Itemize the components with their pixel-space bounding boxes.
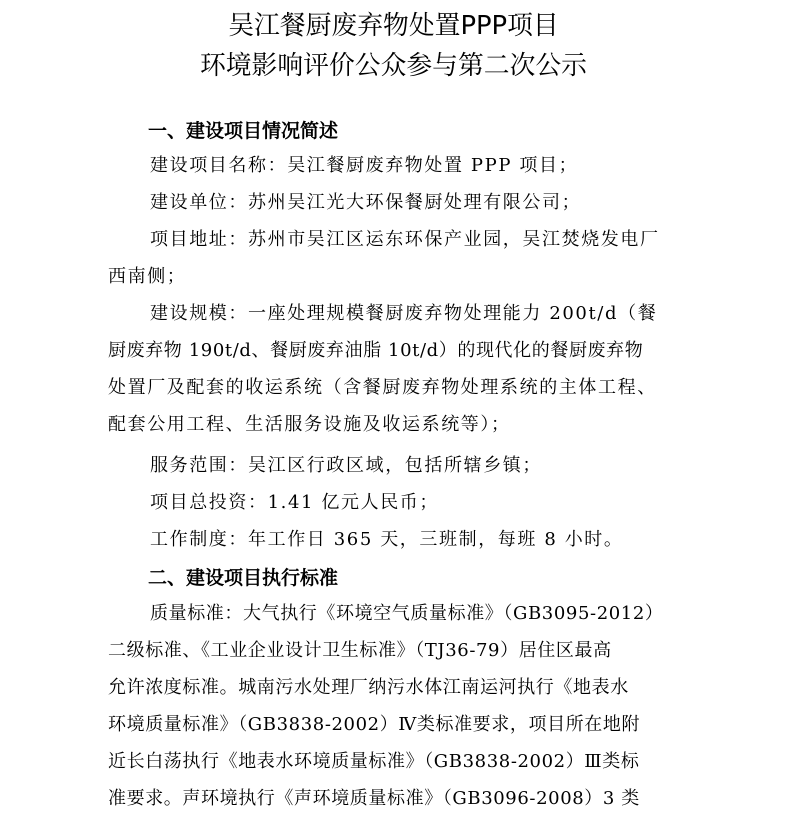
paragraph-quality-cont-2: 允许浓度标准。城南污水处理厂纳污水体江南运河执行《地表水 [108, 677, 629, 698]
paragraph-address: 项目地址：苏州市吴江区运东环保产业园，吴江焚烧发电厂 [150, 229, 660, 250]
paragraph-developer: 建设单位：苏州吴江光大环保餐厨处理有限公司； [150, 192, 582, 213]
section-heading-1: 一、建设项目情况简述 [148, 120, 339, 142]
paragraph-investment: 项目总投资：1.41 亿元人民币； [150, 492, 439, 513]
document-title-line-1: 吴江餐厨废弃物处置PPP项目 [228, 11, 559, 41]
section-heading-2: 二、建设项目执行标准 [148, 567, 339, 589]
document-title-line-2: 环境影响评价公众参与第二次公示 [199, 51, 588, 81]
paragraph-scale-cont-3: 配套公用工程、生活服务设施及收运系统等）； [108, 414, 511, 435]
paragraph-quality-cont-4: 近长白荡执行《地表水环境质量标准》（GB3838-2002）Ⅲ类标 [108, 751, 640, 772]
paragraph-work-system: 工作制度：年工作日 365 天，三班制，每班 8 小时。 [150, 529, 624, 550]
paragraph-scale-cont-1: 厨废弃物 190t/d、餐厨废弃油脂 10t/d）的现代化的餐厨废弃物 [108, 340, 644, 361]
paragraph-scale-cont-2: 处置厂及配套的收运系统（含餐厨废弃物处理系统的主体工程、 [108, 377, 657, 398]
paragraph-quality-cont-3: 环境质量标准》（GB3838-2002）Ⅳ类标准要求，项目所在地附 [108, 714, 641, 735]
paragraph-address-cont: 西南侧； [108, 266, 187, 287]
paragraph-scale: 建设规模：一座处理规模餐厨废弃物处理能力 200t/d（餐 [150, 303, 658, 324]
paragraph-quality-standard: 质量标准：大气执行《环境空气质量标准》（GB3095-2012） [150, 603, 664, 624]
paragraph-quality-cont-1: 二级标准、《工业企业设计卫生标准》（TJ36-79）居住区最高 [108, 640, 612, 661]
paragraph-service-area: 服务范围：吴江区行政区域，包括所辖乡镇； [150, 455, 542, 476]
paragraph-quality-cont-5: 准要求。声环境执行《声环境质量标准》（GB3096-2008）3 类 [108, 788, 640, 809]
paragraph-project-name: 建设项目名称：吴江餐厨废弃物处置 PPP 项目； [150, 155, 579, 176]
